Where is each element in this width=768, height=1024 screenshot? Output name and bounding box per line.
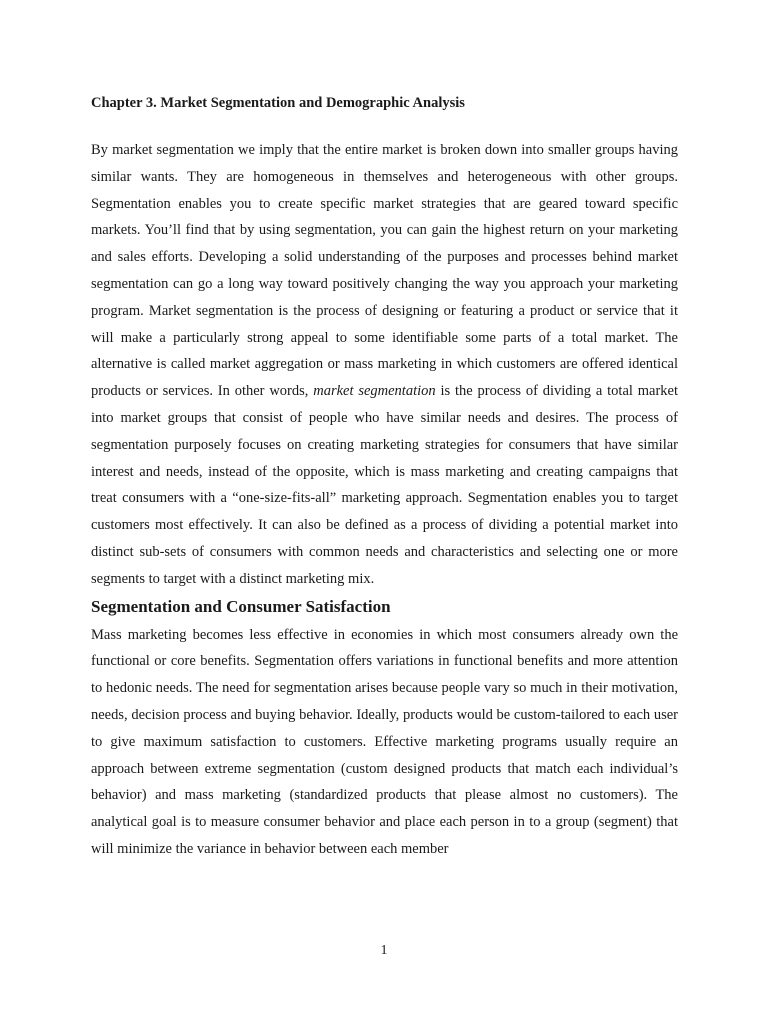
section-heading: Segmentation and Consumer Satisfaction: [91, 596, 391, 616]
document-page: [91, 93, 678, 863]
intro-text-part-1: By market segmentation we imply that the entire market is broken down into smaller groups having similar wants. They are homogeneous in themselves and heterogeneous with other groups. Segmentation enables you to create specific market strategies that are geared toward specific markets. You’ll find that by using segmentation, you can gain the highest return on your marketing and sales efforts. Developing a solid understanding of the purposes and processes behind market segmentation can go a long way toward positively changing the way you approach your marketing program. Market segmentation is the process of designing or featuring a product or service that it will make a particularly strong appeal to some identifiable some parts of a total market. The alternative is called market aggregation or mass marketing in which customers are offered identical products or services. In other words,: [91, 142, 678, 400]
page-number: 1: [380, 943, 388, 958]
intro-paragraph: [91, 137, 678, 593]
section-paragraph: Mass marketing becomes less effective in economies in which most consumers already own the functional or core benefits. Segmentation offers variations in functional benefits and more attention to hedonic needs. The need for segmentation arises because people vary so much in their motivation, needs, decision process and buying behavior. Ideally, products would be custom-tailored to each user to give maximum satisfaction to customers. Effective marketing programs usually require an approach between extreme segmentation (custom designed products that match each individual’s behavior) and mass marketing (standardized products that please almost no customers). The analytical goal is to measure consumer behavior and place each person in to a group (segment) that will minimize the variance in behavior between each member: [91, 626, 678, 857]
intro-text-part-2: is the process of dividing a total market into market groups that consist of people who have similar needs and desires. The process of segmentation purposely focuses on creating marketing strategies for consumers that have similar interest and needs, instead of the opposite, which is mass marketing and creating campaigns that treat consumers with a “one-size-fits-all” marketing approach. Segmentation enables you to target customers most effectively. It can also be defined as a process of dividing a potential market into distinct sub-sets of consumers with common needs and characteristics and selecting one or more segments to target with a distinct marketing mix.: [91, 383, 678, 587]
chapter-title: Chapter 3. Market Segmentation and Demographic Analysis: [91, 95, 465, 111]
intro-italic-term: market segmentation: [313, 383, 436, 400]
